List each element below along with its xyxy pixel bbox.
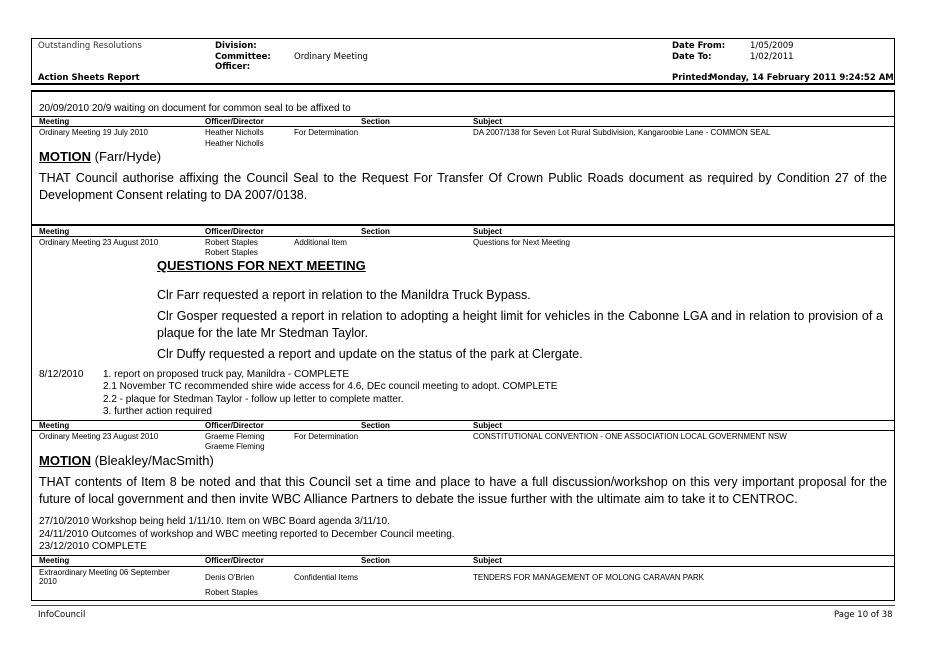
motion-label: MOTION <box>39 453 91 468</box>
col-header-section: Section <box>361 421 390 430</box>
action-sheets-label: Action Sheets Report <box>38 73 140 83</box>
date-to-label: Date To: <box>672 52 712 62</box>
motion-movers: (Bleakley/MacSmith) <box>91 453 214 468</box>
report-name: Outstanding Resolutions <box>38 41 142 51</box>
col-header-officer: Officer/Director <box>205 556 264 565</box>
item1-officer: Heather Nicholls <box>205 128 264 137</box>
col-header-section: Section <box>361 227 390 236</box>
item1-resolution-text: THAT Council authorise affixing the Council Seal to the Request For Transfer Of Crown Public Roads document as required by Condition 27 of the Development Consent relating to DA 2007/0138. <box>39 171 887 202</box>
item4-director: Robert Staples <box>205 588 258 597</box>
col-header-section: Section <box>361 117 390 126</box>
divider <box>31 224 895 226</box>
divider <box>31 555 895 556</box>
col-header-officer: Officer/Director <box>205 117 264 126</box>
col-header-meeting: Meeting <box>39 117 70 126</box>
item4-meeting-line2: 2010 <box>39 577 57 586</box>
col-header-subject: Subject <box>473 227 502 236</box>
item2-note-date: 8/12/2010 <box>39 369 84 380</box>
divider <box>31 430 895 431</box>
date-from-value: 1/05/2009 <box>750 41 794 51</box>
motion-label: MOTION <box>39 149 91 164</box>
item4-meeting-line1: Extraordinary Meeting 06 September <box>39 568 170 577</box>
page-number: Page 10 of 38 <box>834 610 893 620</box>
motion-movers: (Farr/Hyde) <box>91 149 162 164</box>
divider <box>31 236 895 237</box>
item2-subject: Questions for Next Meeting <box>473 238 570 247</box>
col-header-subject: Subject <box>473 556 502 565</box>
item2-note-3: 2.2 - plaque for Stedman Taylor - follow up letter to complete matter. <box>103 394 404 405</box>
col-header-meeting: Meeting <box>39 227 70 236</box>
date-to-value: 1/02/2011 <box>750 52 794 62</box>
divider <box>31 420 895 421</box>
item3-subject: CONSTITUTIONAL CONVENTION - ONE ASSOCIATION LOCAL GOVERNMENT NSW <box>473 432 787 441</box>
item2-heading: QUESTIONS FOR NEXT MEETING <box>157 258 366 273</box>
item4-section: Confidential Items <box>294 573 359 582</box>
item2-note-2: 2.1 November TC recommended shire wide access for 4.6, DEc council meeting to adopt. COMPLETE <box>103 381 558 392</box>
divider <box>31 116 895 117</box>
item1-director: Heather Nicholls <box>205 139 264 148</box>
divider <box>31 566 895 567</box>
division-label: Division: <box>215 41 257 51</box>
item2-officer: Robert Staples <box>205 238 258 247</box>
item2-question-1: Clr Farr requested a report in relation to the Manildra Truck Bypass. <box>157 288 531 302</box>
item3-officer: Graeme Fleming <box>205 432 265 441</box>
divider <box>31 126 895 127</box>
committee-value: Ordinary Meeting <box>294 52 368 62</box>
item1-section: For Determination <box>294 128 359 137</box>
item2-director: Robert Staples <box>205 248 258 257</box>
carryover-note: 20/09/2010 20/9 waiting on document for common seal to be affixed to <box>39 103 351 114</box>
item1-motion-heading <box>39 149 161 164</box>
col-header-meeting: Meeting <box>39 421 70 430</box>
item4-officer: Denis O'Brien <box>205 573 255 582</box>
item3-resolution-text: THAT contents of Item 8 be noted and that this Council set a time and place to have a full discussion/workshop on this very important proposal for the future of local government and then invite WBC Alliance Partners to debate the issue further with the ultimate aim to take it to CENTROC. <box>39 475 887 506</box>
item2-note-1: 1. report on proposed truck pay, Manildra - COMPLETE <box>103 369 350 380</box>
item2-question-3: Clr Duffy requested a report and update on the status of the park at Clergate. <box>157 347 583 361</box>
col-header-subject: Subject <box>473 421 502 430</box>
item3-director: Graeme Fleming <box>205 442 265 451</box>
item3-note-3: 23/12/2010 COMPLETE <box>39 541 147 552</box>
footer-rule <box>31 605 895 606</box>
col-header-meeting: Meeting <box>39 556 70 565</box>
item4-subject: TENDERS FOR MANAGEMENT OF MOLONG CARAVAN PARK <box>473 573 704 582</box>
item2-meeting: Ordinary Meeting 23 August 2010 <box>39 238 159 247</box>
item2-note-4: 3. further action required <box>103 406 212 417</box>
item3-section: For Determination <box>294 432 359 441</box>
col-header-section: Section <box>361 556 390 565</box>
item3-motion-heading <box>39 453 214 468</box>
item3-note-2: 24/11/2010 Outcomes of workshop and WBC meeting reported to December Council meeting. <box>39 529 455 540</box>
item3-note-1: 27/10/2010 Workshop being held 1/11/10. Item on WBC Board agenda 3/11/10. <box>39 516 390 527</box>
footer-brand: InfoCouncil <box>38 610 86 620</box>
item2-section: Additional Item <box>294 238 347 247</box>
item1-meeting: Ordinary Meeting 19 July 2010 <box>39 128 148 137</box>
col-header-subject: Subject <box>473 117 502 126</box>
item2-question-2: Clr Gosper requested a report in relation to adopting a height limit for vehicles in the Cabonne LGA and in relation to provision of a plaque for the late Mr Stedman Taylor. <box>157 309 883 340</box>
date-from-label: Date From: <box>672 41 726 51</box>
col-header-officer: Officer/Director <box>205 227 264 236</box>
col-header-officer: Officer/Director <box>205 421 264 430</box>
committee-label: Committee: <box>215 52 271 62</box>
printed-label: Printed: <box>672 73 711 83</box>
officer-label: Officer: <box>215 62 251 72</box>
item3-meeting: Ordinary Meeting 23 August 2010 <box>39 432 159 441</box>
printed-value: Monday, 14 February 2011 9:24:52 AM <box>709 73 894 83</box>
item1-subject: DA 2007/138 for Seven Lot Rural Subdivision, Kangaroobie Lane - COMMON SEAL <box>473 128 771 137</box>
